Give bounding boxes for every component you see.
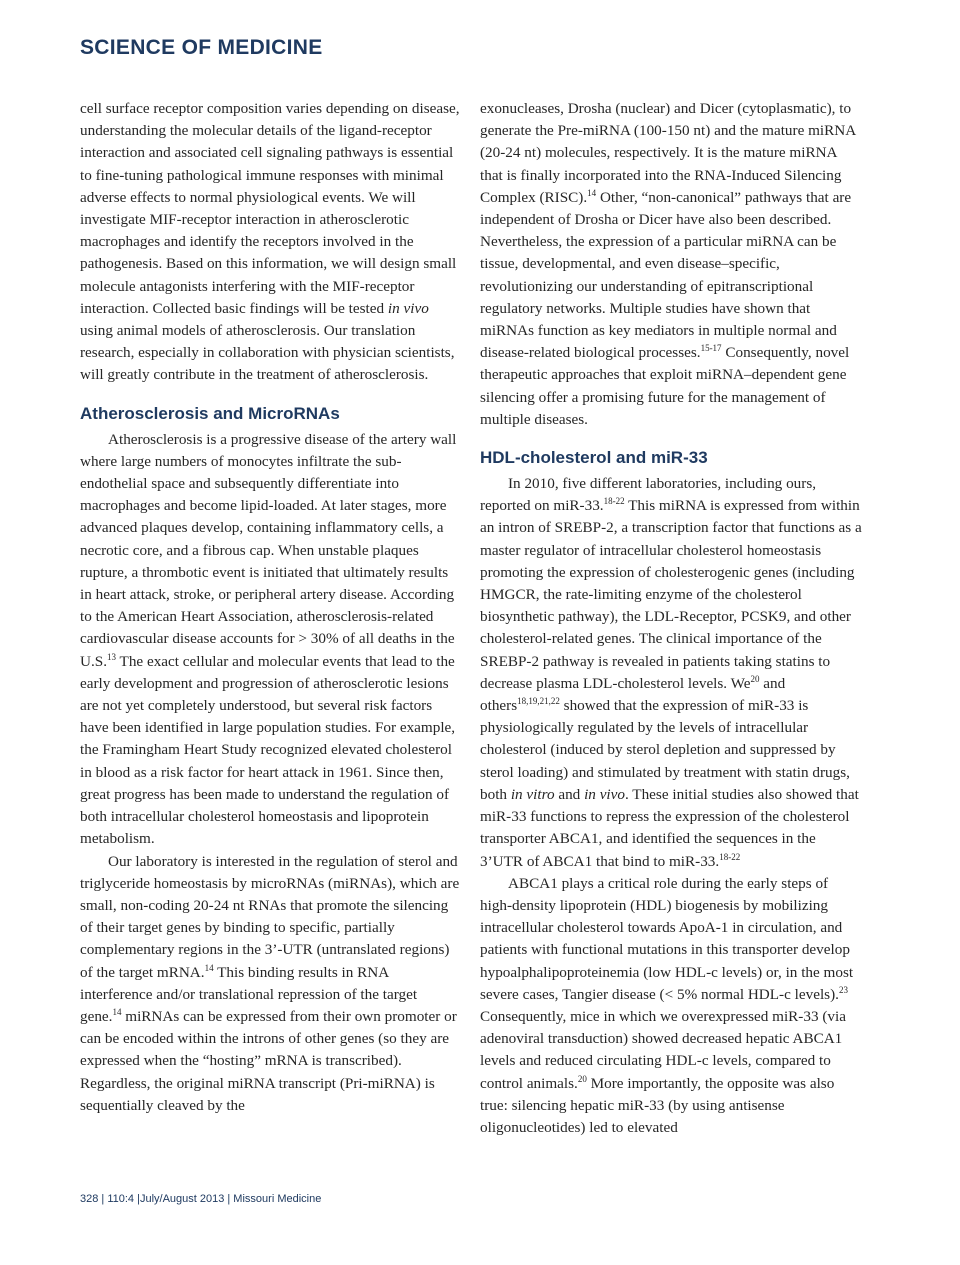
page-footer: 328 | 110:4 |July/August 2013 | Missouri Medicine <box>80 1193 322 1205</box>
heading-atherosclerosis-micrornas: Atherosclerosis and MicroRNAs <box>80 403 340 423</box>
section-title: SCIENCE OF MEDICINE <box>80 36 323 59</box>
paragraph: In 2010, five different laboratories, including ours, reported on miR-33.$^{18-22}$ This miRNA is expressed from within an intron of SREBP-2, a transcription factor that functions as a master regulator of intracellular cholesterol homeostasis promoting the expression of cholesterogenic genes (including HMGCR, the rate-limiting enzyme of the cholesterol biosynthetic pathway), the LDL-Receptor, PCSK9, and other cholesterol-related genes. The clinical importance of the SREBP-2 pathway is revealed in patients taking statins to decrease plasma LDL-cholesterol levels. We$^{20}$ and others$^{18,19,21,22}$ showed that the expression of miR-33 is physiologically regulated by the levels of intracellular cholesterol (induced by sterol depletion and suppressed by sterol loading) and stimulated by treatment with statin drugs, both in vitro and in vivo. These initial studies also showed that miR-33 functions to repress the expression of the cholesterol transporter ABCA1, and identified the sequences in the 3’UTR of ABCA1 that bind to miR-33.$^{18-22}$ <box>480 475 862 870</box>
paragraph: ABCA1 plays a critical role during the early steps of high-density lipoprotein (HDL) biogenesis by mobilizing intracellular cholesterol towards ApoA-1 in circulation, and patients with functional mutations in this transporter develop hypoalphalipoproteinemia (low HDL-c levels) or, in the most severe cases, Tangier disease (< 5% normal HDL-c levels).$^{23}$ Consequently, mice in which we overexpressed miR-33 (via adenoviral transduction) showed decreased hepatic ABCA1 levels and reduced circulating HDL-c levels, compared to control animals.$^{20}$ More importantly, the opposite was also true: silencing hepatic miR-33 (by using antisense oligonucleotides) led to elevated <box>480 874 854 1136</box>
paragraph: cell surface receptor composition varies depending on disease, understanding the molecular details of the ligand-receptor interaction and associated cell signaling pathways is essential to fine-tuning pathological immune responses with minimal adverse effects to normal physiological events. We will investigate MIF-receptor interaction in atherosclerotic macrophages and identify the receptors involved in the pathogenesis. Based on this information, we will design small molecule antagonists interfering with the MIF-receptor interaction. Collected basic findings will be tested in vivo using animal models of atherosclerosis. Our translation research, especially in collaboration with physician scientists, will greatly contribute in the treatment of atherosclerosis. <box>80 100 460 384</box>
right-column <box>480 98 862 1139</box>
left-column <box>80 98 462 1117</box>
paragraph: Atherosclerosis is a progressive disease of the artery wall where large numbers of monocytes infiltrate the sub-endothelial space and subsequently differentiate into macrophages and become lipid-loaded. At later stages, more advanced plaques develop, containing inflammatory cells, a necrotic core, and a fibrous cap. When unstable plaques rupture, a thrombotic event is initiated that ultimately results in heart attack, stroke, or peripheral artery disease. According to the American Heart Association, atherosclerosis-related cardiovascular disease accounts for > 30% of all deaths in the U.S.$^{13}$ The exact cellular and molecular events that lead to the early development and progression of atherosclerotic lesions are not yet completely understood, but several risk factors have been identified in large population studies. For example, the Framingham Heart Study recognized elevated cholesterol in blood as a risk factor for heart attack in 1961. Since then, great progress has been made to understand the regulation of both intracellular cholesterol homeostasis and lipoprotein metabolism. <box>80 430 457 848</box>
heading-hdl-cholesterol-mir33: HDL-cholesterol and miR-33 <box>480 448 708 468</box>
paragraph: Our laboratory is interested in the regulation of sterol and triglyceride homeostasis by microRNAs (miRNAs), which are small, non-coding 20-24 nt RNAs that promote the silencing of their target genes by binding to specific, partially complementary regions in the 3’-UTR (untranslated regions) of the target mRNA.$^{14}$ This binding results in RNA interference and/or translational repression of the target gene.$^{14}$ miRNAs can be expressed from their own promoter or can be encoded within the introns of other genes (so they are expressed when the “hosting” mRNA is transcribed). Regardless, the original miRNA transcript (Pri-miRNA) is sequentially cleaved by the <box>80 852 460 1114</box>
paragraph: exonucleases, Drosha (nuclear) and Dicer (cytoplasmatic), to generate the Pre-miRNA (100-150 nt) and the mature miRNA (20-24 nt) molecules, respectively. It is the mature miRNA that is finally incorporated into the RNA-Induced Silencing Complex (RISC).$^{14}$ Other, “non-canonical” pathways that are independent of Drosha or Dicer have also been described. Nevertheless, the expression of a particular miRNA can be tissue, developmental, and even disease–specific, revolutionizing our understanding of epitranscriptional regulatory networks. Multiple studies have shown that miRNAs function as key mediators in multiple normal and disease-related biological processes.$^{15-17}$ Consequently, novel therapeutic approaches that exploit miRNA–dependent gene silencing offer a promising future for the management of multiple diseases. <box>480 100 856 428</box>
